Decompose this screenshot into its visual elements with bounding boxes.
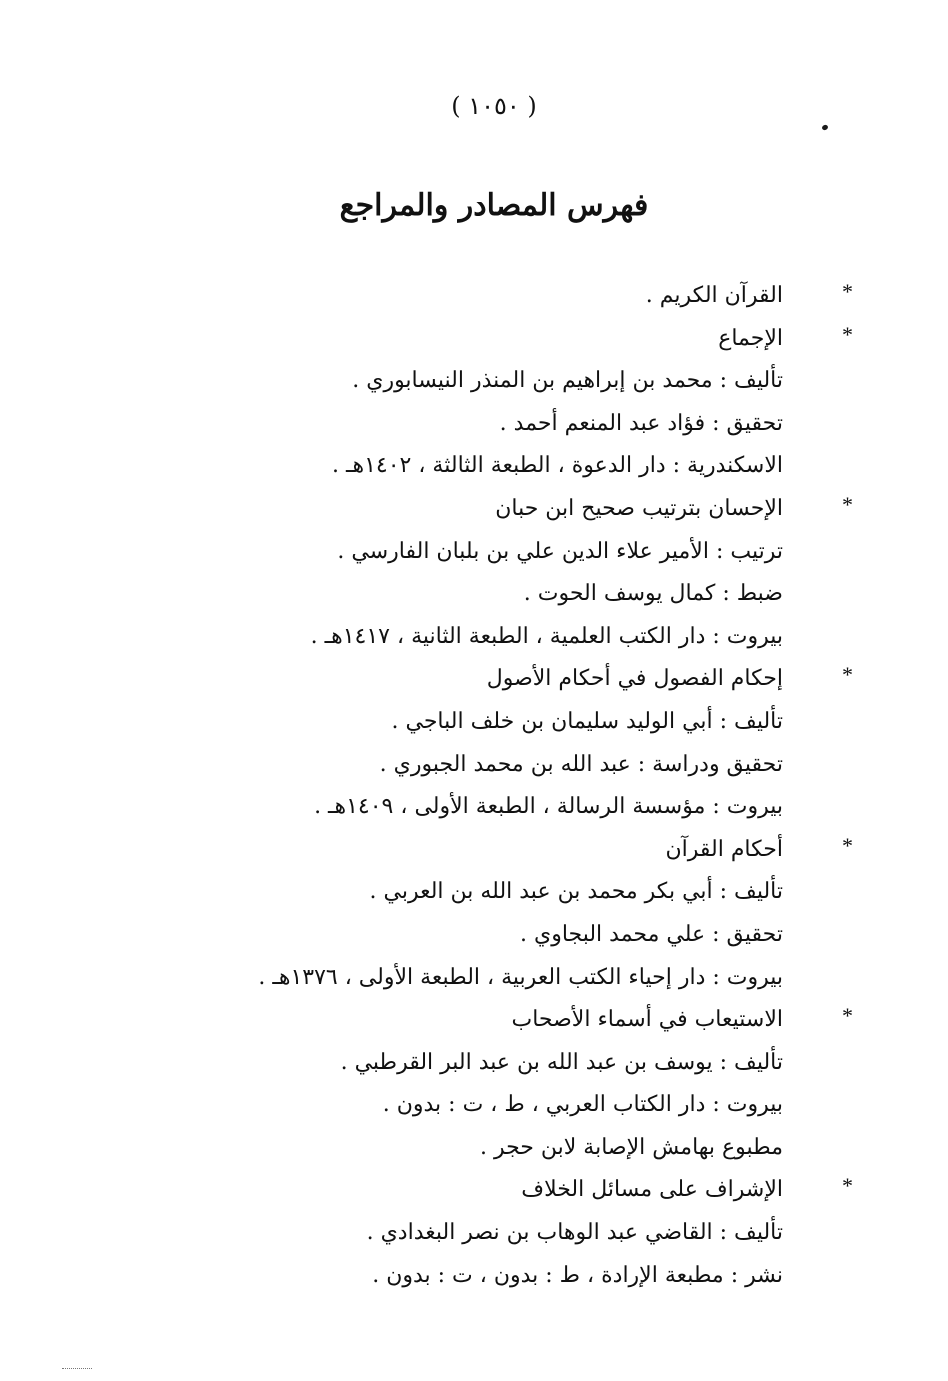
entry-detail: تأليف : أبي الوليد سليمان بن خلف الباجي . [391, 708, 783, 734]
ink-speck [821, 124, 829, 131]
page-title: فهرس المصادر والمراجع [339, 188, 649, 223]
page-number: ( ١٠٥٠ ) [451, 92, 537, 120]
entry-detail: بيروت : دار الكتاب العربي ، ط ، ت : بدون . [382, 1092, 783, 1118]
footer-scan-mark [62, 1368, 92, 1373]
entry-detail: نشر : مطبعة الإرادة ، ط : بدون ، ت : بدون . [372, 1262, 783, 1288]
entry-title: الاستيعاب في أسماء الأصحاب [511, 1007, 783, 1033]
entry-title: الإجماع [718, 325, 783, 351]
entry-detail: تحقيق ودراسة : عبد الله بن محمد الجبوري . [379, 751, 783, 777]
entry-detail: ضبط : كمال يوسف الحوت . [523, 581, 783, 607]
entry-title: إحكام الفصول في أحكام الأصول [486, 666, 783, 692]
bibliography-entry [83, 275, 853, 318]
entry-title: القرآن الكريم . [645, 283, 783, 308]
entry-bullet: * [842, 1173, 853, 1199]
bibliography-entry [83, 1169, 853, 1297]
entry-detail: تحقيق : علي محمد البجاوي . [519, 921, 783, 947]
entry-detail: ترتيب : الأمير علاء الدين علي بن بلبان الفارسي . [337, 538, 783, 564]
entry-detail: تأليف : القاضي عبد الوهاب بن نصر البغدادي . [366, 1220, 783, 1246]
entry-bullet: * [842, 1003, 853, 1029]
entry-bullet: * [842, 279, 853, 304]
bibliography-entry [83, 488, 853, 658]
entry-bullet: * [842, 491, 853, 517]
entry-detail: تأليف : أبي بكر محمد بن عبد الله بن العربي . [369, 879, 783, 905]
entry-title: الإحسان بترتيب صحيح ابن حبان [495, 495, 783, 521]
entry-detail: بيروت : مؤسسة الرسالة ، الطبعة الأولى ، ١٤٠٩هـ . [314, 794, 783, 820]
entry-title: أحكام القرآن [665, 836, 783, 862]
entry-detail: الاسكندرية : دار الدعوة ، الطبعة الثالثة ، ١٤٠٢هـ . [332, 453, 783, 479]
entry-detail: بيروت : دار إحياء الكتب العربية ، الطبعة الأولى ، ١٣٧٦هـ . [258, 964, 783, 990]
entry-bullet: * [842, 662, 853, 688]
entry-detail: بيروت : دار الكتب العلمية ، الطبعة الثانية ، ١٤١٧هـ . [310, 623, 783, 649]
entry-bullet: * [842, 832, 853, 858]
entry-title: الإشراف على مسائل الخلاف [521, 1177, 783, 1203]
entry-detail: تحقيق : فؤاد عبد المنعم أحمد . [499, 410, 783, 436]
entry-detail: تأليف : يوسف بن عبد الله بن عبد البر القرطبي . [340, 1049, 783, 1075]
bibliography-entry [83, 999, 853, 1169]
bibliography-entry [83, 318, 853, 488]
bibliography-entry [83, 658, 853, 828]
bibliography-entry [83, 829, 853, 999]
bibliography-list [83, 275, 853, 1297]
entry-bullet: * [842, 321, 853, 347]
entry-detail: مطبوع بهامش الإصابة لابن حجر . [479, 1134, 783, 1160]
entry-detail: تأليف : محمد بن إبراهيم بن المنذر النيسابوري . [352, 368, 783, 394]
margin-scan-mark [24, 1296, 34, 1326]
